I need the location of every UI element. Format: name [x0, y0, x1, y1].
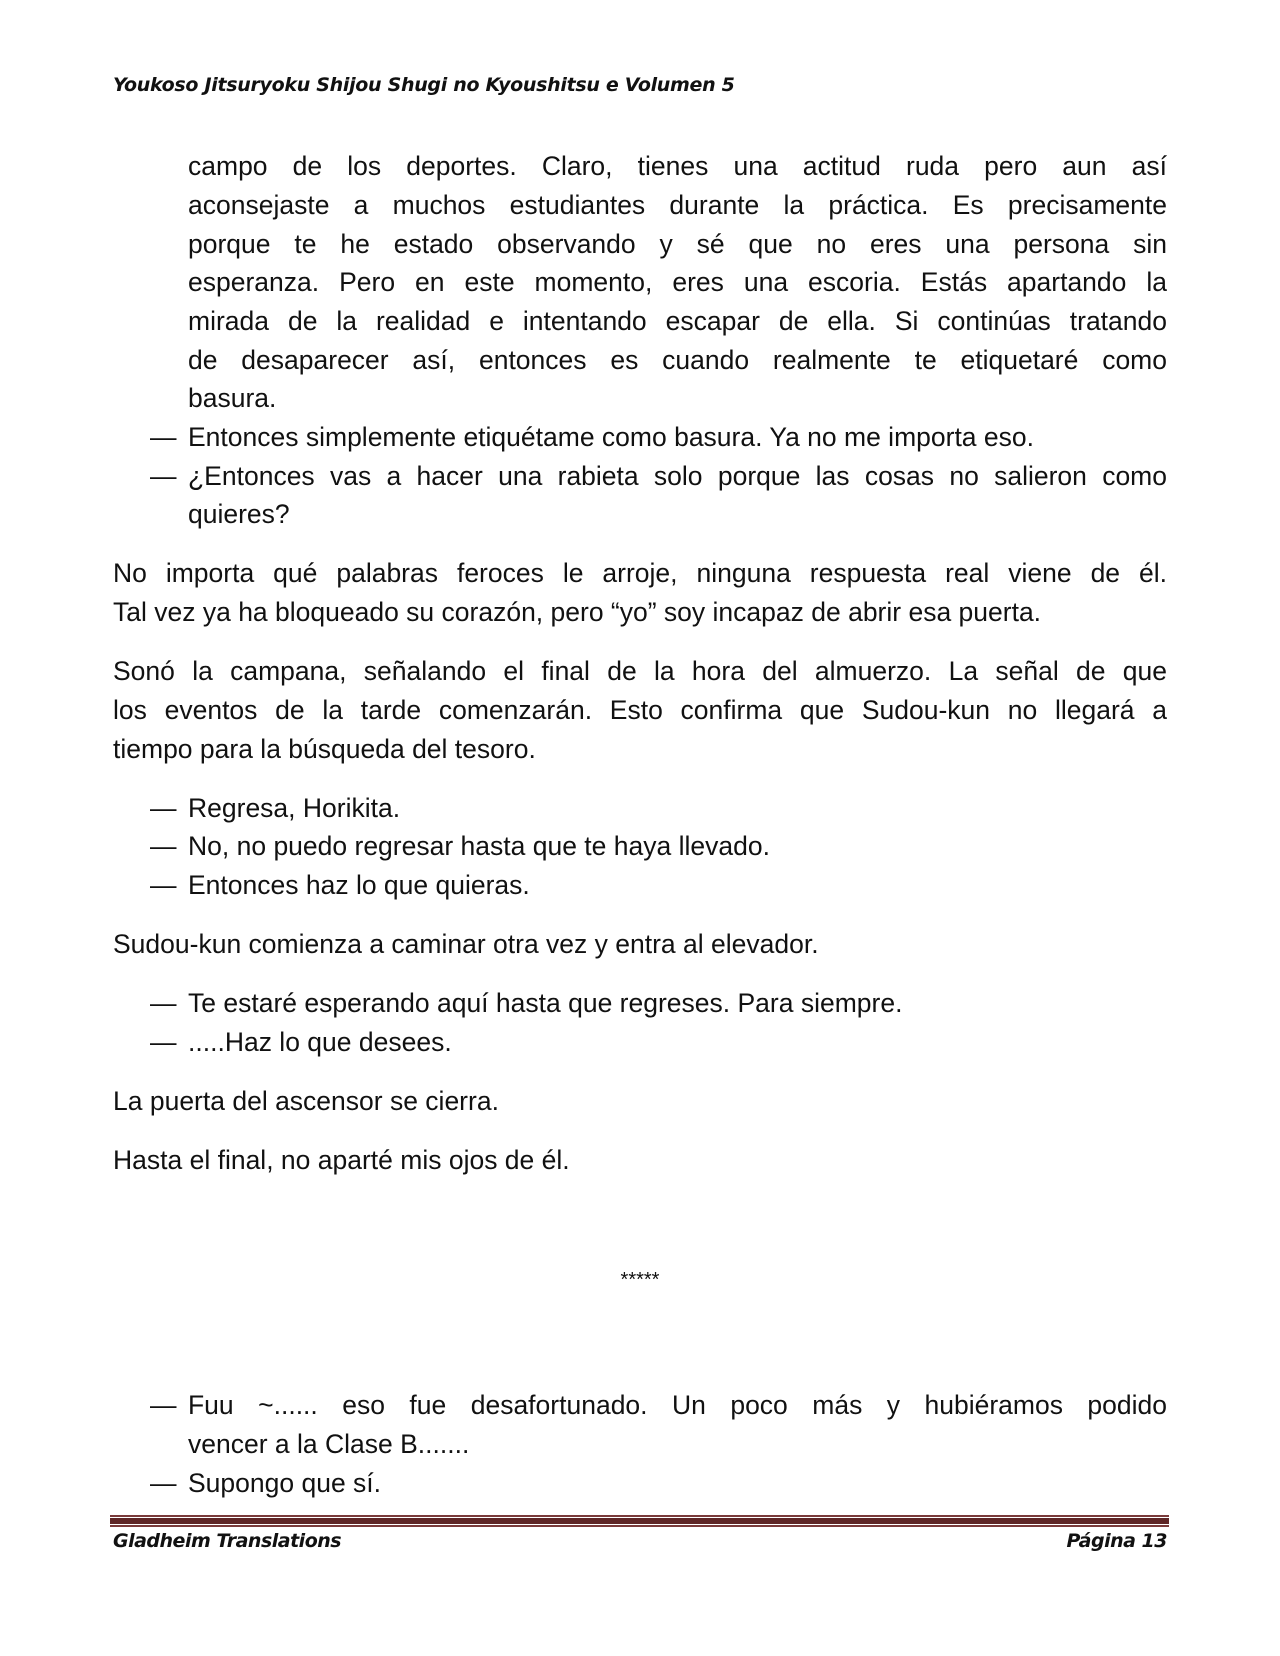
paragraph-line: Tal vez ya ha bloqueado su corazón, pero “yo” soy incapaz de abrir esa puerta. — [113, 597, 1042, 627]
paragraph-line: No importa qué palabras feroces le arroje, ninguna respuesta real viene de él. — [113, 558, 1167, 588]
em-dash: — — [150, 793, 177, 823]
paragraph-line: Sonó la campana, señalando el final de la hora del almuerzo. La señal de que — [113, 656, 1167, 686]
dialogue-line: Entonces haz lo que quieras. — [188, 870, 530, 900]
em-dash: — — [150, 1027, 177, 1057]
text-line: de desaparecer así, entonces es cuando realmente te etiquetaré como — [188, 345, 1167, 375]
em-dash: — — [150, 870, 177, 900]
dialogue-line: Te estaré esperando aquí hasta que regreses. Para siempre. — [188, 988, 903, 1018]
text-line: campo de los deportes. Claro, tienes una actitud ruda pero aun así — [188, 151, 1167, 181]
dialogue-line: quieres? — [188, 499, 290, 529]
paragraph-line: tiempo para la búsqueda del tesoro. — [113, 734, 536, 764]
footer-publisher: Gladheim Translations — [113, 1530, 342, 1552]
dialogue-line: .....Haz lo que desees. — [188, 1027, 452, 1057]
em-dash: — — [150, 1390, 177, 1420]
dialogue-line: No, no puedo regresar hasta que te haya llevado. — [188, 831, 770, 861]
em-dash: — — [150, 831, 177, 861]
dialogue-line: vencer a la Clase B....... — [188, 1429, 470, 1459]
dialogue-line: Entonces simplemente etiquétame como basura. Ya no me importa eso. — [188, 422, 1034, 452]
paragraph-line: Hasta el final, no aparté mis ojos de él. — [113, 1145, 570, 1175]
em-dash: — — [150, 988, 177, 1018]
dialogue-line: Supongo que sí. — [188, 1468, 382, 1498]
em-dash: — — [150, 422, 177, 452]
text-line: aconsejaste a muchos estudiantes durante la práctica. Es precisamente — [188, 190, 1167, 220]
em-dash: — — [150, 1468, 177, 1498]
footer-rule — [110, 1515, 1169, 1527]
text-line: esperanza. Pero en este momento, eres una escoria. Estás apartando la — [188, 267, 1167, 297]
text-line: porque te he estado observando y sé que no eres una persona sin — [188, 229, 1167, 259]
paragraph-line: los eventos de la tarde comenzarán. Esto confirma que Sudou-kun no llegará a — [113, 695, 1167, 725]
dialogue-line: ¿Entonces vas a hacer una rabieta solo porque las cosas no salieron como — [188, 461, 1167, 491]
text-line: basura. — [188, 383, 277, 413]
text-line: mirada de la realidad e intentando escapar de ella. Si continúas tratando — [188, 306, 1167, 336]
dialogue-line: Fuu ~...... eso fue desafortunado. Un poco más y hubiéramos podido — [188, 1390, 1167, 1420]
running-header: Youkoso Jitsuryoku Shijou Shugi no Kyoushitsu e Volumen 5 — [113, 74, 735, 96]
dialogue-line: Regresa, Horikita. — [188, 793, 401, 823]
paragraph-line: Sudou-kun comienza a caminar otra vez y entra al elevador. — [113, 929, 819, 959]
em-dash: — — [150, 461, 177, 491]
paragraph-line: La puerta del ascensor se cierra. — [113, 1086, 499, 1116]
scene-separator: ***** — [620, 1269, 660, 1291]
page-number: Página 13 — [1066, 1530, 1167, 1552]
